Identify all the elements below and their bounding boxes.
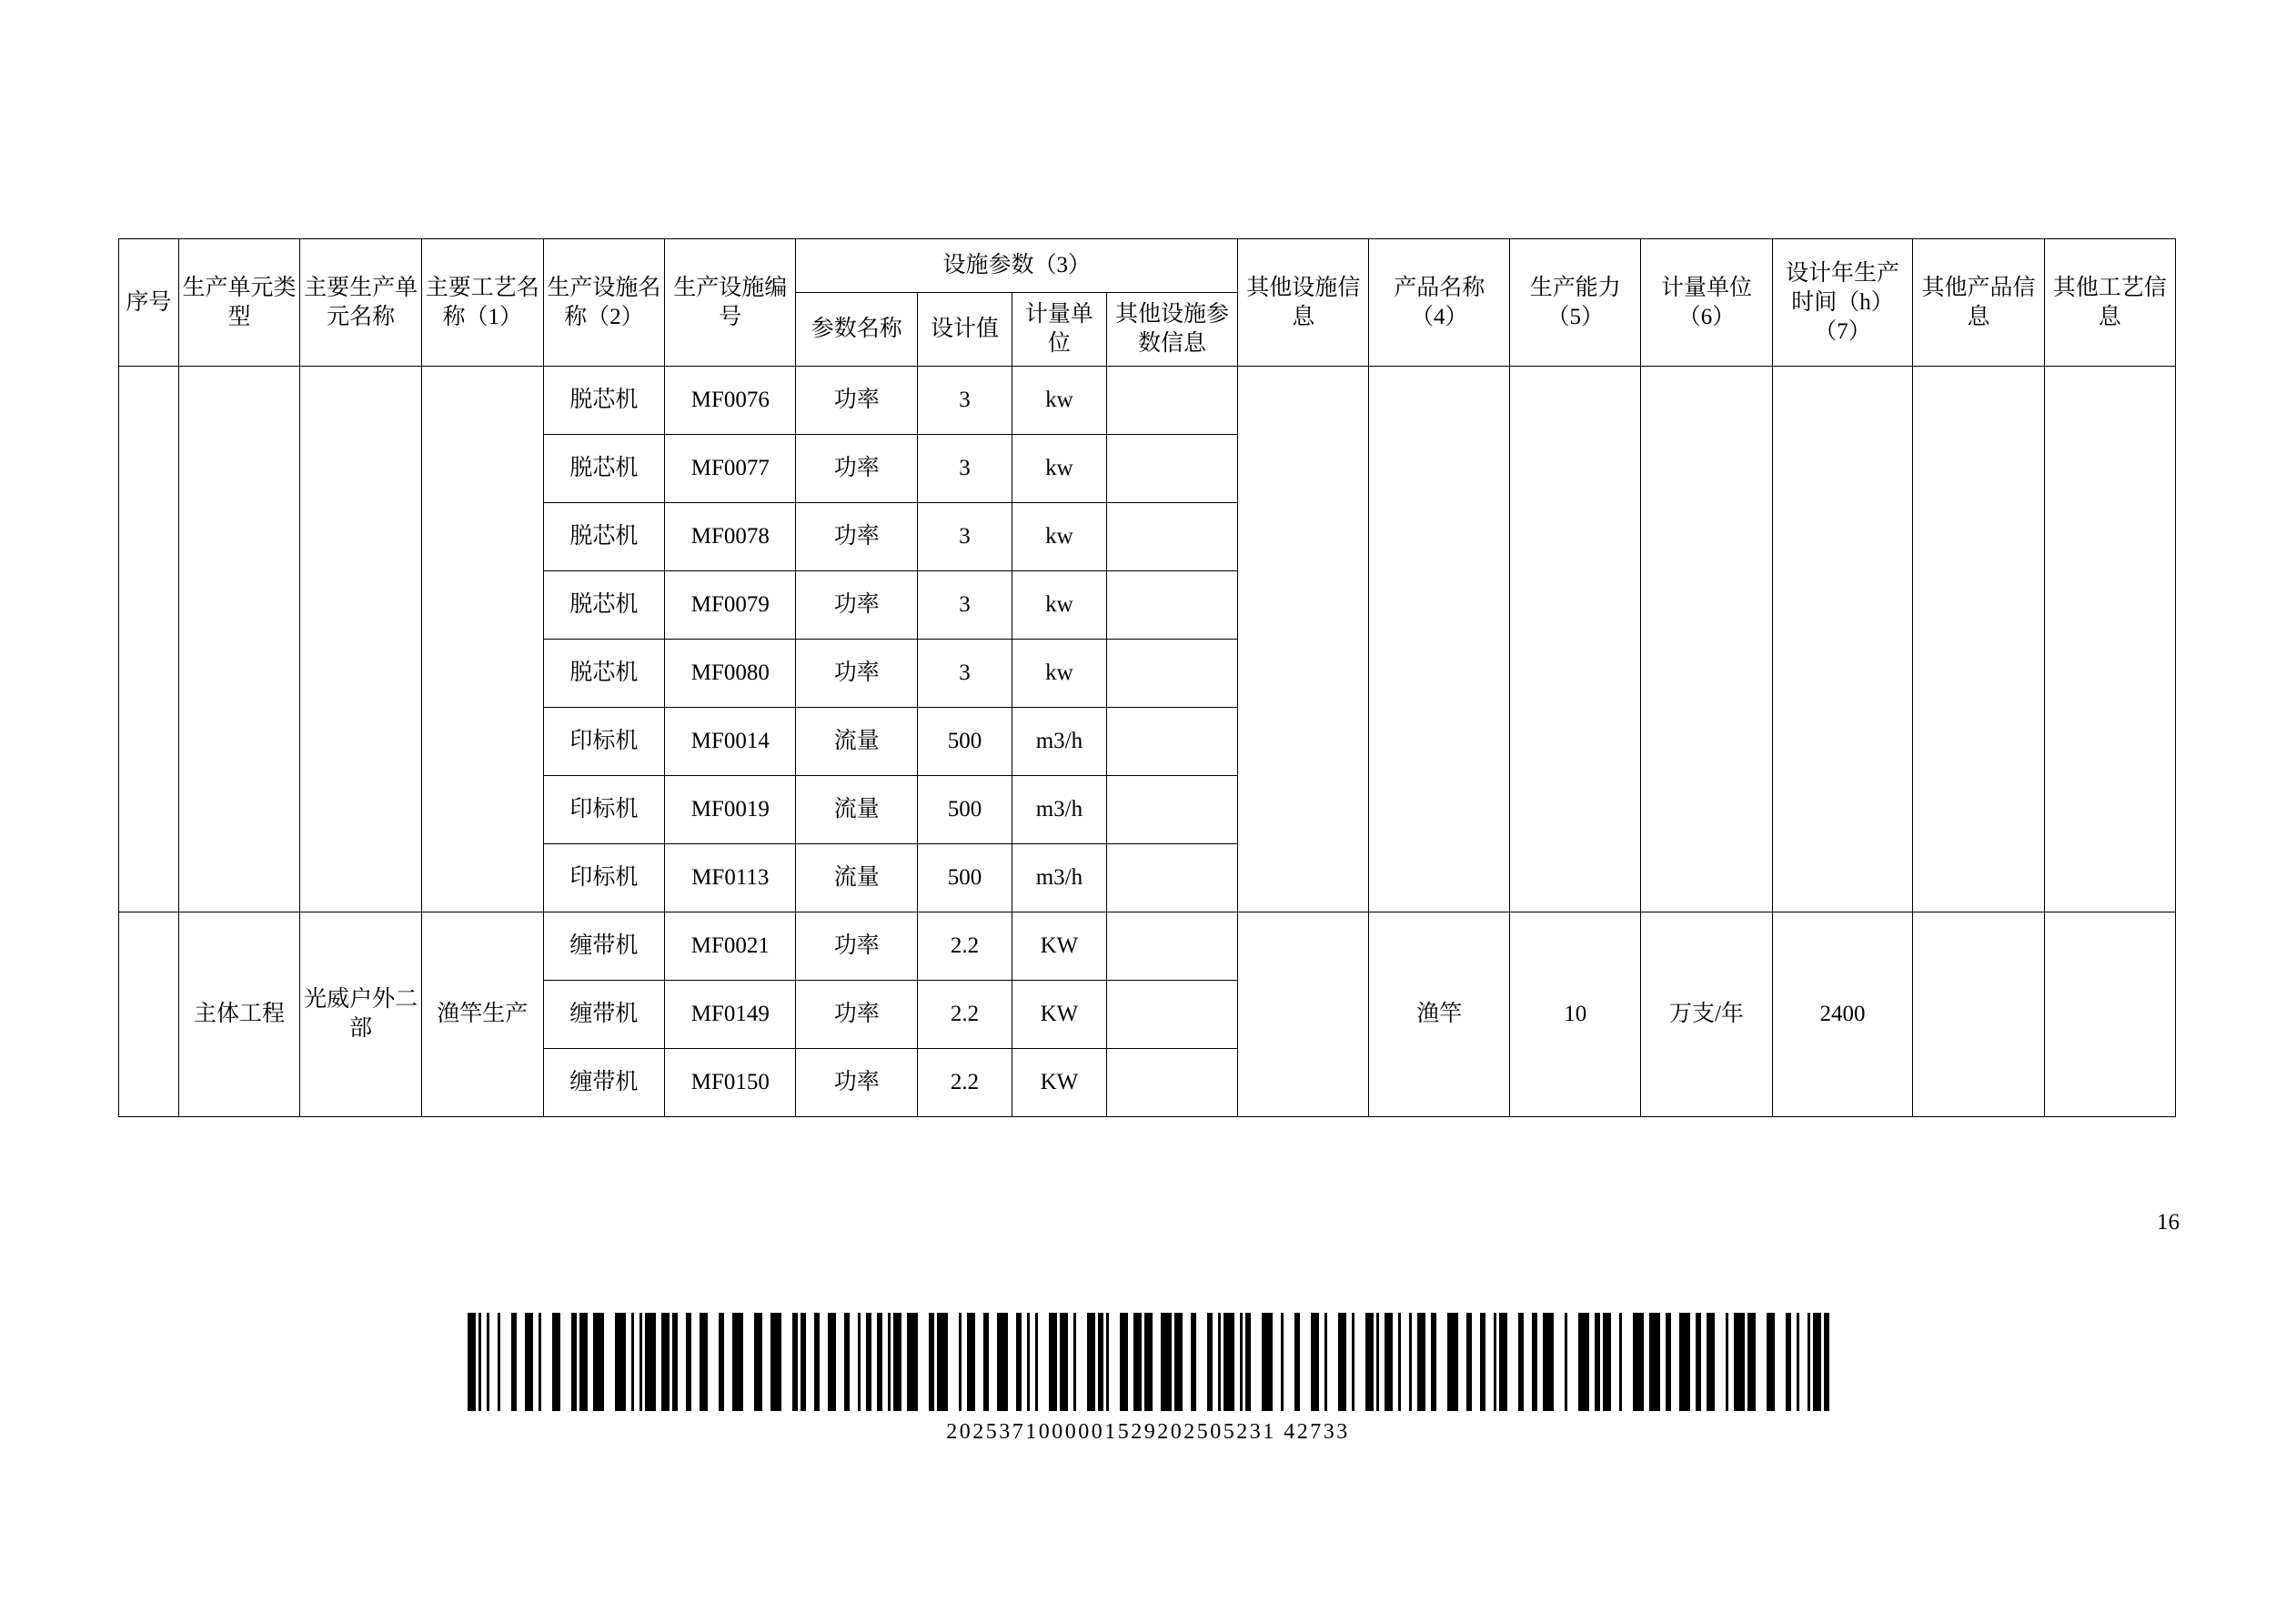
header-product-name: 产品名称（4）: [1369, 239, 1510, 367]
cell-unit: KW: [1012, 981, 1106, 1049]
cell-design-value: 3: [918, 435, 1012, 503]
cell-other-process-info: [2044, 367, 2175, 912]
header-unit: 计量单位: [1012, 293, 1106, 367]
facility-parameter-table-container: [118, 238, 2176, 1117]
cell-param-name: 功率: [796, 503, 918, 571]
page-number: 16: [2157, 1210, 2180, 1235]
cell-other-process-info: [2044, 912, 2175, 1117]
cell-facility-code: MF0076: [665, 367, 796, 435]
cell-other-facility-info: [1238, 912, 1369, 1117]
header-capacity: 生产能力（5）: [1510, 239, 1641, 367]
cell-param-name: 功率: [796, 1049, 918, 1117]
cell-unit: kw: [1012, 571, 1106, 640]
cell-param-name: 流量: [796, 776, 918, 844]
cell-design-value: 3: [918, 571, 1012, 640]
cell-design-value: 500: [918, 844, 1012, 912]
cell-annual-hours: [1772, 367, 1913, 912]
cell-other-param-info: [1106, 571, 1237, 640]
header-param-name: 参数名称: [796, 293, 918, 367]
cell-facility-code: MF0021: [665, 912, 796, 981]
barcode-image: [468, 1313, 1829, 1411]
cell-design-value: 2.2: [918, 912, 1012, 981]
cell-other-param-info: [1106, 435, 1237, 503]
facility-parameter-table: [118, 238, 2176, 1117]
cell-capacity: 10: [1510, 912, 1641, 1117]
cell-product-name: 渔竿: [1369, 912, 1510, 1117]
cell-design-value: 500: [918, 708, 1012, 776]
table-header-row-1: [119, 239, 2176, 293]
cell-design-value: 2.2: [918, 1049, 1012, 1117]
cell-facility-name: 脱芯机: [543, 571, 665, 640]
cell-design-value: 3: [918, 367, 1012, 435]
cell-other-param-info: [1106, 367, 1237, 435]
cell-facility-name: 印标机: [543, 776, 665, 844]
cell-facility-code: MF0014: [665, 708, 796, 776]
cell-capacity: [1510, 367, 1641, 912]
cell-other-product-info: [1913, 367, 2044, 912]
cell-other-param-info: [1106, 776, 1237, 844]
header-other-product-info: 其他产品信息: [1913, 239, 2044, 367]
header-annual-hours: 设计年生产时间（h）（7）: [1772, 239, 1913, 367]
cell-param-name: 功率: [796, 981, 918, 1049]
barcode-text: 2025371000001529202505231 42733: [946, 1420, 1350, 1444]
header-unit-name: 主要生产单元名称: [300, 239, 422, 367]
cell-facility-code: MF0150: [665, 1049, 796, 1117]
cell-facility-code: MF0078: [665, 503, 796, 571]
cell-design-value: 3: [918, 640, 1012, 708]
cell-other-facility-info: [1238, 367, 1369, 912]
cell-param-name: 功率: [796, 912, 918, 981]
cell-facility-code: MF0079: [665, 571, 796, 640]
header-other-process-info: 其他工艺信息: [2044, 239, 2175, 367]
cell-facility-name: 脱芯机: [543, 640, 665, 708]
header-facility-params-group: 设施参数（3）: [796, 239, 1238, 293]
cell-other-param-info: [1106, 981, 1237, 1049]
cell-design-value: 2.2: [918, 981, 1012, 1049]
header-facility-code: 生产设施编号: [665, 239, 796, 367]
cell-unit: kw: [1012, 640, 1106, 708]
cell-process-name: 渔竿生产: [421, 912, 543, 1117]
cell-param-name: 功率: [796, 367, 918, 435]
cell-design-value: 3: [918, 503, 1012, 571]
cell-unit: KW: [1012, 1049, 1106, 1117]
cell-facility-code: MF0149: [665, 981, 796, 1049]
cell-measure-unit: 万支/年: [1641, 912, 1772, 1117]
header-other-param-info: 其他设施参数信息: [1106, 293, 1237, 367]
cell-unit: kw: [1012, 367, 1106, 435]
cell-facility-name: 印标机: [543, 708, 665, 776]
cell-facility-code: MF0080: [665, 640, 796, 708]
cell-other-param-info: [1106, 1049, 1237, 1117]
cell-other-param-info: [1106, 844, 1237, 912]
cell-unit-name: 光威户外二部: [300, 912, 422, 1117]
table-row: [119, 912, 2176, 981]
header-seq: 序号: [119, 239, 179, 367]
cell-facility-name: 脱芯机: [543, 435, 665, 503]
barcode-area: [0, 1301, 2296, 1445]
cell-unit: kw: [1012, 503, 1106, 571]
cell-design-value: 500: [918, 776, 1012, 844]
header-unit-type: 生产单元类型: [178, 239, 300, 367]
cell-facility-code: MF0077: [665, 435, 796, 503]
cell-facility-name: 脱芯机: [543, 367, 665, 435]
cell-seq: [119, 912, 179, 1117]
cell-product-name: [1369, 367, 1510, 912]
cell-facility-name: 印标机: [543, 844, 665, 912]
cell-seq: [119, 367, 179, 912]
header-design-value: 设计值: [918, 293, 1012, 367]
cell-other-param-info: [1106, 708, 1237, 776]
cell-measure-unit: [1641, 367, 1772, 912]
cell-unit: kw: [1012, 435, 1106, 503]
cell-facility-name: 缠带机: [543, 1049, 665, 1117]
cell-facility-code: MF0019: [665, 776, 796, 844]
cell-unit-name: [300, 367, 422, 912]
header-measure-unit: 计量单位（6）: [1641, 239, 1772, 367]
cell-unit: m3/h: [1012, 776, 1106, 844]
cell-facility-name: 缠带机: [543, 912, 665, 981]
cell-annual-hours: 2400: [1772, 912, 1913, 1117]
cell-facility-name: 缠带机: [543, 981, 665, 1049]
cell-param-name: 功率: [796, 435, 918, 503]
cell-param-name: 流量: [796, 844, 918, 912]
cell-other-product-info: [1913, 912, 2044, 1117]
cell-param-name: 功率: [796, 640, 918, 708]
cell-unit: m3/h: [1012, 844, 1106, 912]
cell-other-param-info: [1106, 503, 1237, 571]
header-process-name: 主要工艺名称（1）: [421, 239, 543, 367]
header-facility-name: 生产设施名称（2）: [543, 239, 665, 367]
cell-process-name: [421, 367, 543, 912]
cell-unit: KW: [1012, 912, 1106, 981]
cell-unit-type: [178, 367, 300, 912]
cell-param-name: 流量: [796, 708, 918, 776]
cell-facility-code: MF0113: [665, 844, 796, 912]
cell-facility-name: 脱芯机: [543, 503, 665, 571]
cell-other-param-info: [1106, 640, 1237, 708]
cell-unit-type: 主体工程: [178, 912, 300, 1117]
cell-unit: m3/h: [1012, 708, 1106, 776]
cell-param-name: 功率: [796, 571, 918, 640]
header-other-facility-info: 其他设施信息: [1238, 239, 1369, 367]
cell-other-param-info: [1106, 912, 1237, 981]
table-row: [119, 367, 2176, 435]
